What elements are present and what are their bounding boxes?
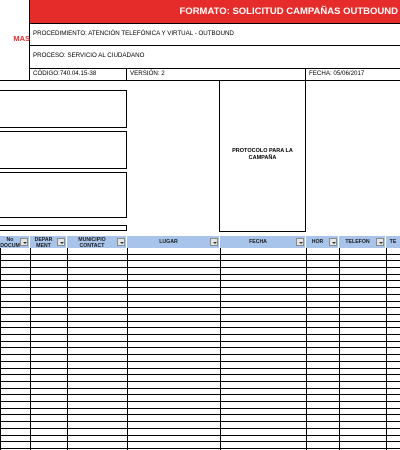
- table-header: [0, 236, 400, 248]
- column-divider: [386, 248, 387, 450]
- dropdown-arrow-icon[interactable]: [329, 238, 337, 246]
- divider: [126, 68, 127, 80]
- version-label: VERSIÓN: 2: [130, 70, 165, 77]
- input-box-2[interactable]: [0, 131, 127, 169]
- column-divider: [67, 248, 68, 450]
- proceso-label: PROCESO: SERVICIO AL CIUDADANO: [33, 52, 145, 59]
- divider: [30, 23, 400, 24]
- table-row[interactable]: [0, 369, 400, 376]
- table-row[interactable]: [0, 362, 400, 369]
- table-row[interactable]: [0, 268, 400, 275]
- table-row[interactable]: [0, 416, 400, 423]
- input-box-1[interactable]: [0, 90, 127, 128]
- table-row[interactable]: [0, 328, 400, 335]
- column-divider: [306, 248, 307, 450]
- dropdown-arrow-icon[interactable]: [20, 238, 28, 246]
- table-row[interactable]: [0, 315, 400, 322]
- column-divider: [220, 248, 221, 450]
- column-divider: [127, 248, 128, 450]
- dropdown-arrow-icon[interactable]: [210, 238, 218, 246]
- table-row[interactable]: [0, 288, 400, 295]
- table-row[interactable]: [0, 275, 400, 282]
- table-row[interactable]: [0, 295, 400, 302]
- table-row[interactable]: [0, 349, 400, 356]
- table-body: [0, 248, 400, 450]
- dropdown-arrow-icon[interactable]: [376, 238, 384, 246]
- divider: [126, 225, 127, 231]
- protocol-label: PROTOCOLO PARA LA CAMPAÑA: [232, 148, 293, 161]
- column-header-departamento[interactable]: DEPAR MENT: [30, 236, 67, 248]
- table-row[interactable]: [0, 442, 400, 449]
- table-row[interactable]: [0, 355, 400, 362]
- table-row[interactable]: [0, 335, 400, 342]
- table-row[interactable]: [0, 282, 400, 289]
- table-row[interactable]: [0, 409, 400, 416]
- divider: [0, 225, 127, 226]
- table-row[interactable]: [0, 436, 400, 443]
- column-header-lugar[interactable]: LUGAR: [127, 236, 220, 248]
- table-row[interactable]: [0, 255, 400, 262]
- procedimiento-label: PROCEDIMIENTO: ATENCIÓN TELEFÓNICA Y VIRTUAL - OUTBOUND: [33, 30, 234, 37]
- table-row[interactable]: [0, 395, 400, 402]
- codigo-label: CÓDIGO:740.04.15-38: [33, 70, 97, 77]
- fecha-label: FECHA: 05/06/2017: [309, 70, 365, 77]
- divider: [0, 80, 400, 81]
- column-header-municipio[interactable]: MUNICIPIO CONTACT: [67, 236, 127, 248]
- table-row[interactable]: [0, 302, 400, 309]
- table-row[interactable]: [0, 422, 400, 429]
- table-row[interactable]: [0, 322, 400, 329]
- column-divider: [30, 248, 31, 450]
- dropdown-arrow-icon[interactable]: [57, 238, 65, 246]
- table-row[interactable]: [0, 389, 400, 396]
- logo-text: MAS: [13, 34, 30, 43]
- column-header-te[interactable]: TE: [386, 236, 400, 248]
- table-row[interactable]: [0, 375, 400, 382]
- form-title: FORMATO: SOLICITUD CAMPAÑAS OUTBOUND: [179, 6, 398, 17]
- input-box-3[interactable]: [0, 172, 127, 218]
- table-row[interactable]: [0, 342, 400, 349]
- table-row[interactable]: [0, 248, 400, 255]
- table-row[interactable]: [0, 382, 400, 389]
- divider: [0, 230, 127, 231]
- column-divider: [0, 248, 1, 450]
- divider: [305, 80, 306, 232]
- table-row[interactable]: [0, 402, 400, 409]
- dropdown-arrow-icon[interactable]: [117, 238, 125, 246]
- divider: [30, 45, 400, 46]
- table-row[interactable]: [0, 308, 400, 315]
- table-row[interactable]: [0, 261, 400, 268]
- column-header-hora[interactable]: HOR: [306, 236, 339, 248]
- column-divider: [339, 248, 340, 450]
- dropdown-arrow-icon[interactable]: [296, 238, 304, 246]
- table-row[interactable]: [0, 429, 400, 436]
- column-header-no-docum[interactable]: No DOCUM: [0, 236, 30, 248]
- column-header-telefono[interactable]: TELEFON: [339, 236, 386, 248]
- column-header-fecha[interactable]: FECHA: [220, 236, 306, 248]
- divider: [305, 68, 306, 80]
